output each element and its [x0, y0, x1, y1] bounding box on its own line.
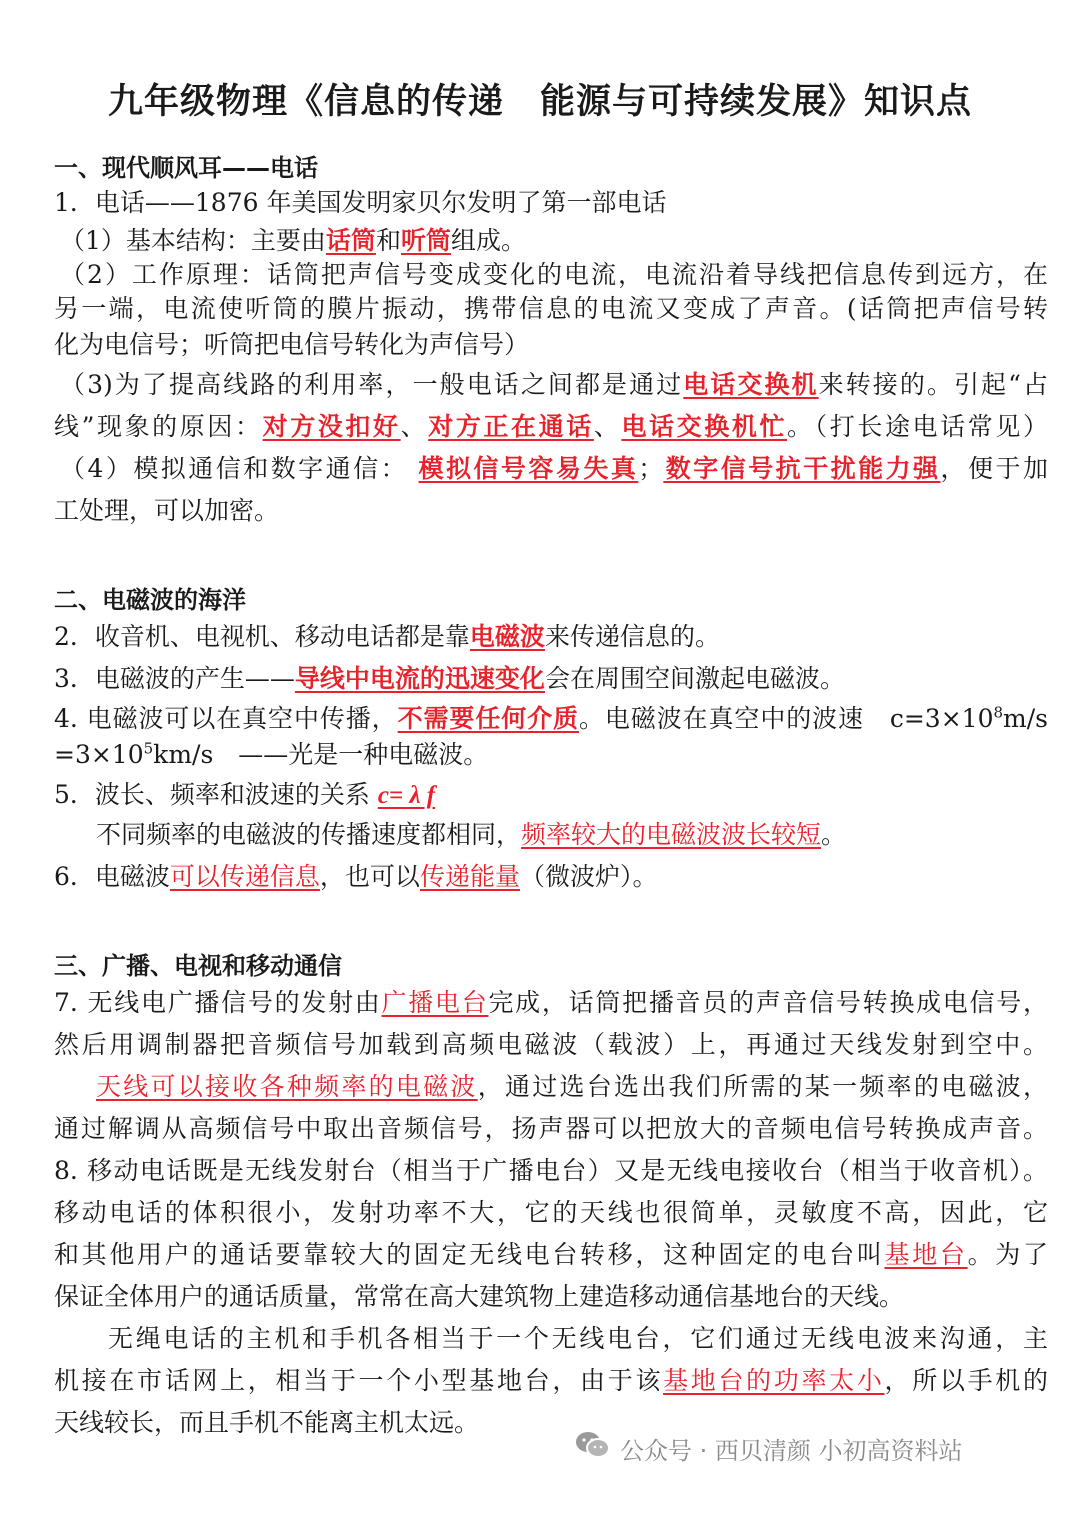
highlight-text: 频率较大的电磁波波长较短 [521, 820, 822, 849]
text-span: （3)为了提高线路的利用率，一般电话之间都是通过 [60, 370, 684, 399]
page-title: 九年级物理《信息的传递 能源与可持续发展》知识点 [107, 82, 972, 122]
text-span: 线”现象的原因： [54, 412, 263, 441]
text-span: （4）模拟通信和数字通信： [60, 454, 409, 483]
paragraph-line: （2）工作原理：话筒把声信号变成变化的电流，电流沿着导线把信息传到远方，在 [60, 260, 1048, 289]
text-span: 6．电磁波 [54, 862, 170, 891]
highlight-text: 导线中电流的迅速变化 [294, 664, 545, 693]
text-span: 。电磁波在真空中的波速 c=3×10 [578, 704, 994, 733]
text-span: ，也可以 [319, 862, 420, 891]
text-span: 。 [821, 820, 847, 849]
text-span: 4. 电磁波可以在真空中传播， [54, 704, 398, 733]
paragraph-line [54, 620, 1048, 654]
paragraph-line [54, 410, 1048, 444]
highlight-text: 对方正在通话 [428, 412, 594, 441]
text-span: 、 [593, 412, 622, 441]
highlight-text: 电磁波 [469, 622, 545, 651]
text-span: 、 [400, 412, 429, 441]
paragraph-line: 然后用调制器把音频信号加载到高频电磁波（载波）上，再通过天线发射到空中。 [54, 1030, 1048, 1059]
text-span: =3×10 [54, 740, 144, 769]
paragraph-line: 另一端，电流使听筒的膜片振动，携带信息的电流又变成了声音。(话筒把声信号转 [54, 294, 1048, 323]
paragraph-line: 工处理，可以加密。 [54, 496, 280, 525]
paragraph-line [54, 662, 1048, 696]
highlight-text: 基地台的功率太小 [663, 1366, 885, 1395]
text-span: ，便于加 [940, 454, 1048, 483]
paragraph-line [54, 986, 1048, 1020]
paragraph-line: 移动电话的体积很小，发射功率不大，它的天线也很简单，灵敏度不高，因此，它 [54, 1198, 1048, 1227]
paragraph-line [54, 702, 1048, 736]
text-span: ，所以手机的 [884, 1366, 1048, 1395]
highlight-text: 不需要任何介质 [397, 704, 579, 733]
highlight-text: 电话交换机 [683, 370, 819, 399]
paragraph-line: 8. 移动电话既是无线发射台（相当于广播电台）又是无线电接收台（相当于收音机）。 [54, 1156, 1048, 1185]
text-span: 。（打长途电话常见） [787, 412, 1048, 441]
paragraph-line: 无绳电话的主机和手机各相当于一个无线电台，它们通过无线电波来沟通，主 [108, 1324, 1048, 1353]
text-span: （微波炉）。 [519, 862, 658, 891]
paragraph-line: 化为电信号；听筒把电信号转化为声信号） [54, 330, 530, 359]
highlight-text: 对方没扣好 [262, 412, 401, 441]
paragraph-line: 通过解调从高频信号中取出音频信号，扬声器可以把放大的音频电信号转换成声音。 [54, 1114, 1048, 1143]
section-heading-1: 一、现代顺风耳——电话 [54, 154, 318, 182]
superscript: 8 [993, 703, 1004, 722]
paragraph-line [54, 1238, 1048, 1272]
paragraph-line [96, 818, 1048, 852]
highlight-text: 听筒 [400, 226, 451, 255]
wechat-icon [574, 1429, 612, 1467]
highlight-text: 数字信号抗干扰能力强 [663, 454, 941, 483]
text-span: 完成，话筒把播音员的声音信号转换成电信号， [488, 988, 1048, 1017]
highlight-text: 可以传递信息 [169, 862, 320, 891]
highlight-text: 传递能量 [419, 862, 520, 891]
highlight-text: 基地台 [884, 1240, 968, 1269]
paragraph-line [60, 224, 1054, 258]
watermark [574, 1428, 963, 1468]
text-span: 组成。 [450, 226, 526, 255]
section-heading-2: 二、电磁波的海洋 [54, 586, 246, 614]
watermark-text: 公众号 · 西贝清颜 小初高资料站 [620, 1436, 963, 1465]
highlight-text: 话筒 [325, 226, 376, 255]
text-span: km/s ——光是一种电磁波。 [153, 740, 489, 769]
paragraph-line [54, 738, 1048, 772]
text-span: 来转接的。引起“占 [818, 370, 1048, 399]
paragraph-line [60, 452, 1048, 486]
text-span: 2．收音机、电视机、移动电话都是靠 [54, 622, 470, 651]
text-span: 机接在市话网上，相当于一个小型基地台，由于该 [54, 1366, 664, 1395]
text-span: ； [638, 454, 664, 483]
text-span: 3．电磁波的产生—— [54, 664, 295, 693]
paragraph-line [96, 1070, 1048, 1104]
text-span: 会在周围空间激起电磁波。 [544, 664, 845, 693]
text-span: 。为了 [967, 1240, 1048, 1269]
superscript: 5 [143, 739, 154, 758]
paragraph-line [60, 368, 1048, 402]
paragraph-line [54, 1364, 1048, 1398]
text-span: ，通过选台选出我们所需的某一频率的电磁波， [477, 1072, 1048, 1101]
text-span: m/s [1003, 704, 1048, 733]
section-heading-3: 三、广播、电视和移动通信 [54, 952, 342, 980]
text-span: 和其他用户的通话要靠较大的固定无线电台转移，这种固定的电台叫 [54, 1240, 885, 1269]
text-span: 和 [375, 226, 401, 255]
highlight-text: 电话交换机忙 [621, 412, 788, 441]
highlight-text: 广播电台 [381, 988, 489, 1017]
highlight-text: 天线可以接收各种频率的电磁波 [96, 1072, 478, 1101]
highlight-text: 模拟信号容易失真 [418, 454, 639, 483]
paragraph-line: 天线较长，而且手机不能离主机太远。 [54, 1408, 480, 1437]
text-span: 不同频率的电磁波的传播速度都相同， [96, 820, 522, 849]
paragraph-line: 保证全体用户的通话质量，常常在高大建筑物上建造移动通信基地台的天线。 [54, 1282, 905, 1311]
paragraph-line [54, 860, 1048, 894]
text-span: 来传递信息的。 [544, 622, 720, 651]
paragraph-line [54, 778, 1048, 813]
text-span: 5．波长、频率和波速的关系 [54, 780, 378, 809]
text-span: 7. 无线电广播信号的发射由 [54, 988, 382, 1017]
paragraph-line: 1．电话——1876 年美国发明家贝尔发明了第一部电话 [54, 188, 667, 217]
text-span: （1）基本结构：主要由 [60, 226, 326, 255]
wave-formula: c= λ f [377, 782, 436, 809]
